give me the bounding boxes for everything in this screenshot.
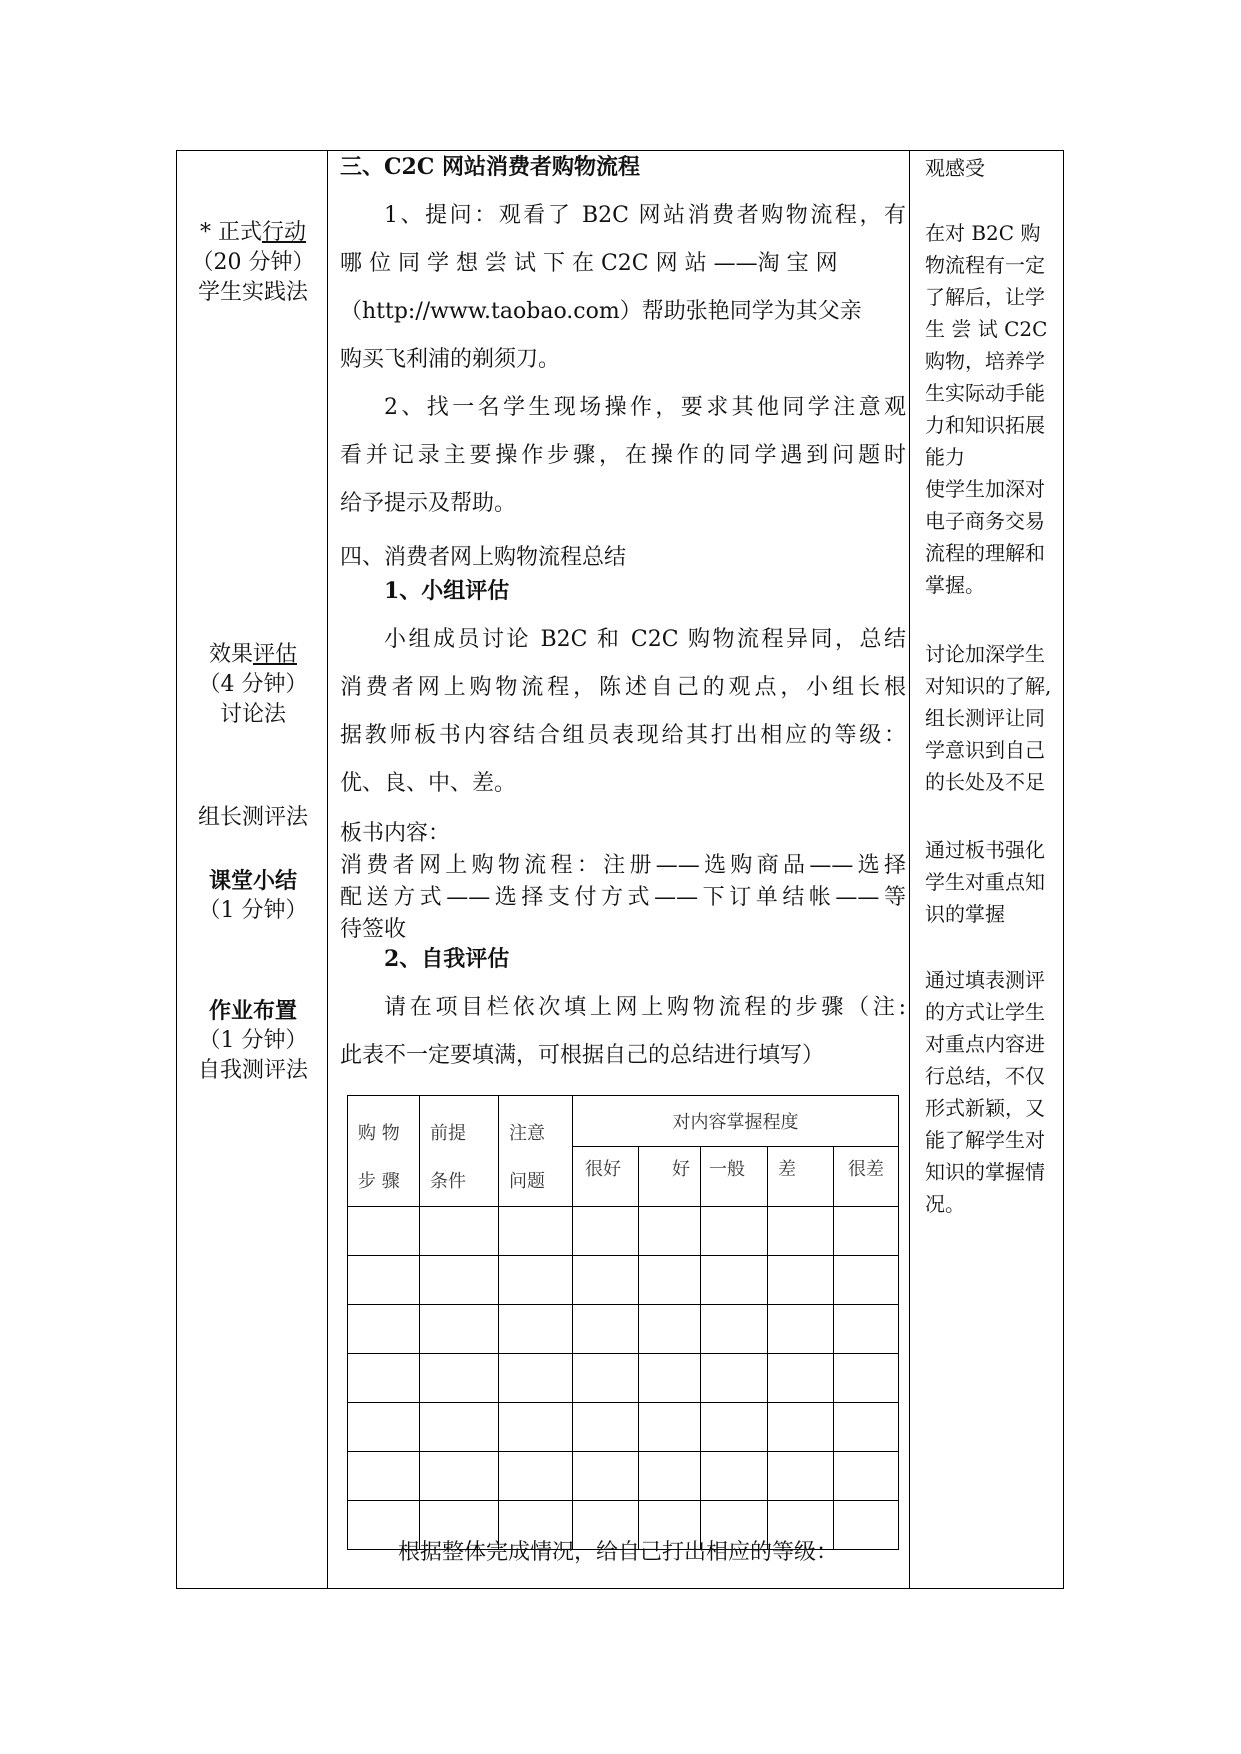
shopping-steps-table — [347, 1095, 899, 1550]
self-eval-title: 2、自我评估 — [384, 946, 510, 972]
board-line-2: 配送方式——选择支付方式——下订单结帐——等 — [340, 885, 906, 910]
mastery-very-poor: 很差 — [834, 1146, 899, 1206]
group-leader-method: 组长测评法 — [197, 805, 308, 830]
final-instruction: 根据整体完成情况，给自己打出相应的等级： — [398, 1540, 839, 1565]
group-eval-text — [340, 622, 906, 802]
evaluation-time: （4 分钟） — [198, 672, 308, 697]
col-header-prerequisites: 前提 条件 — [420, 1096, 499, 1207]
table-row — [348, 1452, 899, 1501]
self-eval-text — [340, 990, 906, 1074]
col-header-mastery: 对内容掌握程度 — [573, 1096, 899, 1147]
table-row — [348, 1207, 899, 1256]
table-row — [348, 1305, 899, 1354]
mastery-very-good: 很好 — [573, 1146, 639, 1206]
formal-action-time: （20 分钟） — [191, 250, 315, 275]
group-eval-line-2: 消费者网上购物流程，陈述自己的观点，小组长根 — [340, 675, 906, 700]
group-eval-line-1: 小组成员讨论 B2C 和 C2C 购物流程异同，总结 — [384, 627, 906, 652]
table-left-border — [176, 150, 177, 1589]
purpose-note-2: 在对 B2C 购 物流程有一定 了解后，让学 生 尝 试 C2C 购物，培养学 生实际动手能 力和知识拓展 能力 使学生加深对 电子商务交易 流程的理解和 掌握。 — [925, 221, 1048, 597]
summary-title: 课堂小结 — [208, 868, 297, 894]
purpose-note-1: 观感受 — [925, 156, 985, 180]
purpose-note-4: 通过板书强化 学生对重点知 识的掌握 — [925, 838, 1045, 926]
q2-line-2: 看并记录主要操作步骤，在操作的同学遇到问题时 — [340, 443, 906, 468]
q1-line-3: （http://www.taobao.com）帮助张艳同学为其父亲 — [340, 299, 862, 324]
table-right-border — [1063, 150, 1064, 1589]
section3-title: 三、C2C 网站消费者购物流程 — [340, 154, 640, 180]
homework-title: 作业布置 — [208, 998, 297, 1024]
table-top-border — [176, 150, 1064, 151]
homework-time: （1 分钟） — [198, 1028, 308, 1053]
formal-action-method: 学生实践法 — [197, 280, 308, 305]
purpose-note-3: 讨论加深学生 对知识的了解, 组长测评让同 学意识到自己 的长处及不足 — [925, 642, 1052, 794]
homework-method: 自我测评法 — [197, 1058, 308, 1083]
group-eval-line-3: 据教师板书内容结合组员表现给其打出相应的等级： — [340, 723, 906, 748]
q2-line-3: 给予提示及帮助。 — [340, 491, 517, 516]
board-line-1: 消费者网上购物流程：注册——选购商品——选择 — [340, 853, 906, 878]
table-bottom-border — [176, 1588, 1064, 1589]
column-divider-2 — [909, 150, 910, 1589]
col-header-shopping-steps: 购 物 步 骤 — [348, 1096, 420, 1207]
group-eval-line-4: 优、良、中、差。 — [340, 771, 517, 796]
q1-line-2: 哪 位 同 学 想 尝 试 下 在 C2C 网 站 ——淘 宝 网 — [340, 251, 838, 276]
mastery-average: 一般 — [701, 1146, 768, 1206]
evaluation-block — [178, 640, 328, 730]
mastery-poor: 差 — [768, 1146, 834, 1206]
table-row — [348, 1354, 899, 1403]
table-row — [348, 1403, 899, 1452]
col-header-notes: 注意 问题 — [499, 1096, 573, 1207]
self-eval-line-1: 请在项目栏依次填上网上购物流程的步骤（注: — [384, 995, 906, 1020]
evaluation-label: 效果评估 — [208, 642, 298, 667]
evaluation-method: 讨论法 — [219, 702, 286, 727]
method-column — [178, 218, 328, 308]
board-title: 板书内容： — [340, 821, 451, 846]
purpose-column — [925, 152, 1063, 184]
summary-time: （1 分钟） — [198, 898, 308, 923]
formal-action-link[interactable]: 行动 — [261, 220, 306, 245]
question-1 — [340, 198, 906, 378]
formal-action-label: * 正式行动 — [199, 220, 306, 245]
group-leader-block — [178, 803, 328, 833]
q1-line-1: 1、提问：观看了 B2C 网站消费者购物流程，有 — [384, 203, 906, 228]
q1-line-4: 购买飞利浦的剃须刀。 — [340, 347, 561, 372]
summary-block — [178, 866, 328, 926]
mastery-good: 好 — [639, 1146, 701, 1206]
q2-line-1: 2、找一名学生现场操作，要求其他同学注意观 — [384, 395, 906, 420]
question-2 — [340, 390, 906, 522]
board-content — [340, 818, 906, 946]
group-eval-title: 1、小组评估 — [384, 578, 510, 604]
homework-block — [178, 996, 328, 1086]
table-row — [348, 1256, 899, 1305]
evaluation-link[interactable]: 评估 — [253, 642, 298, 667]
purpose-note-5: 通过填表测评 的方式让学生 对重点内容进 行总结，不仅 形式新颖，又 能了解学生对 知识的掌握情 况。 — [925, 968, 1045, 1216]
section4-title: 四、消费者网上购物流程总结 — [340, 545, 627, 570]
self-eval-line-2: 此表不一定要填满，可根据自己的总结进行填写） — [340, 1043, 825, 1068]
board-line-3: 待签收 — [340, 917, 407, 942]
